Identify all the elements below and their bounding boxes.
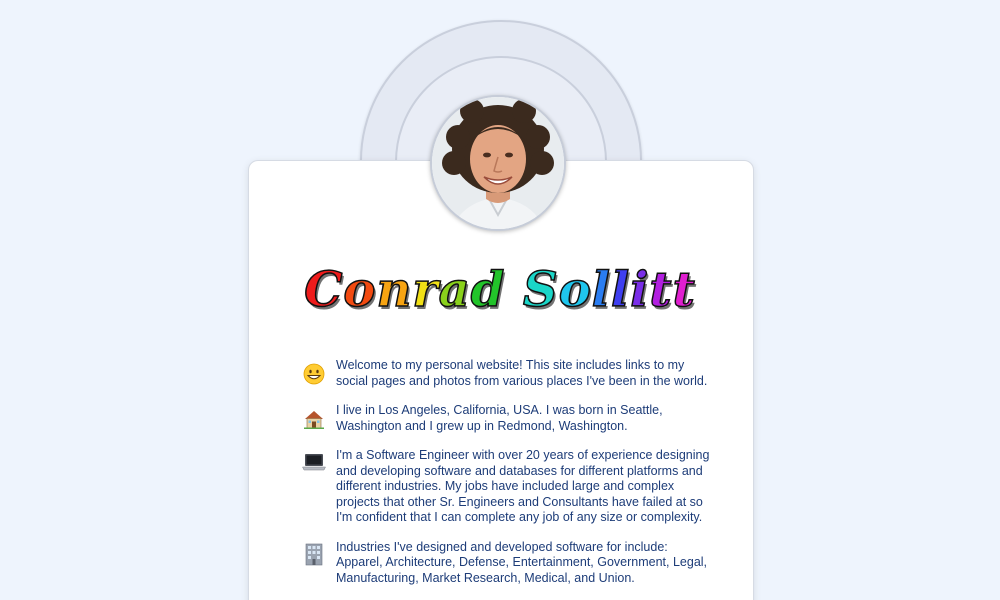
title-letter: o <box>343 262 377 318</box>
title-letter: r <box>412 262 439 318</box>
bio-text: I live in Los Angeles, California, USA. I was born in Seattle, Washington and I grew up in Redmond, Washington. <box>336 403 663 433</box>
bio-item-experience <box>300 448 710 526</box>
bio-text: Industries I've designed and developed software for include: Apparel, Architecture, Defense, Entertainment, Government, Legal, Manufacturing, Market Research, Medical, and Union. <box>336 539 708 585</box>
laptop-icon <box>300 448 328 476</box>
title-letter: o <box>558 262 592 318</box>
title-letter: d <box>470 262 506 318</box>
bio-text: Welcome to my personal website! This site includes links to my social pages and photos from various places I've been in the world. <box>336 358 708 388</box>
title-letter: a <box>438 262 471 318</box>
office-building-icon <box>300 540 328 568</box>
title-letter <box>505 258 523 322</box>
title-letter: C <box>304 262 344 318</box>
title-letter: t <box>649 262 673 318</box>
bio-item-location <box>300 403 710 434</box>
avatar <box>430 95 566 231</box>
title-letter: S <box>523 262 559 318</box>
title-letter: l <box>610 262 631 318</box>
title-letter: n <box>376 262 413 318</box>
bio-text: I'm a Software Engineer with over 20 years of experience designing and developing software and databases for different platforms and different industries. My jobs have included large and complex projects that other Sr. Engineers and Consultants have failed at so I'm confident that I can complete any job of any size or complexity. <box>336 448 710 524</box>
title-letter: l <box>591 262 611 318</box>
title-letter: i <box>630 262 650 318</box>
bio-list <box>300 358 710 600</box>
title-letter: t <box>672 262 696 318</box>
house-icon <box>300 405 328 433</box>
grinning-face-icon <box>300 360 328 388</box>
page-title <box>248 258 752 322</box>
bio-item-welcome <box>300 358 710 389</box>
bio-item-industries <box>300 540 710 587</box>
